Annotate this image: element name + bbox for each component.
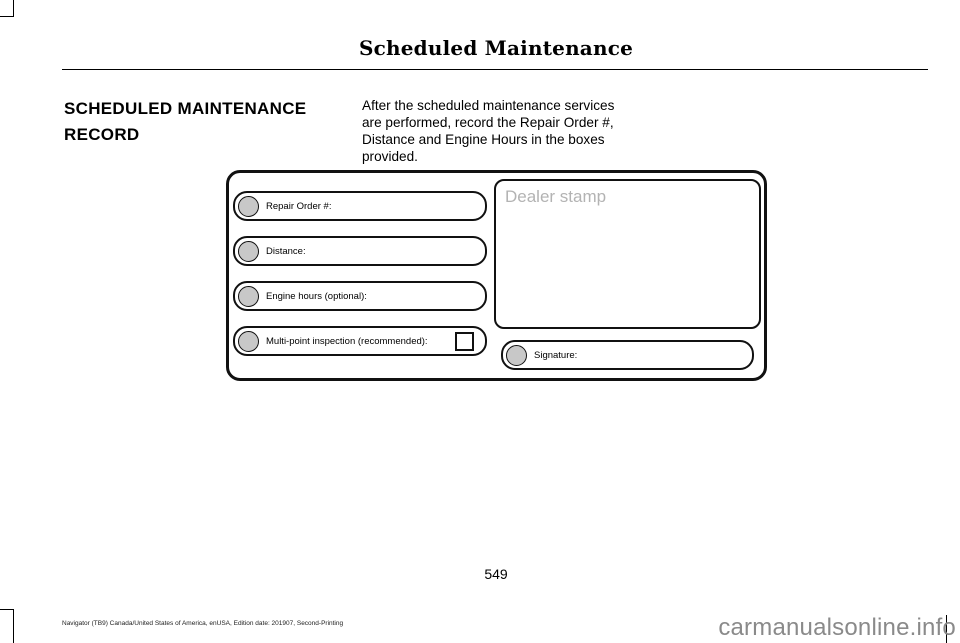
crop-mark-top-left <box>13 0 14 16</box>
distance-label: Distance: <box>266 245 306 257</box>
inspection-checkbox[interactable] <box>455 332 474 351</box>
repair-order-label: Repair Order #: <box>266 200 332 212</box>
inspection-field[interactable] <box>233 326 487 356</box>
header-divider <box>62 69 928 70</box>
engine-hours-label: Engine hours (optional): <box>266 290 367 302</box>
repair-order-field[interactable] <box>233 191 487 221</box>
edition-footer: Navigator (TB9) Canada/United States of America, enUSA, Edition date: 201907, Second-Printing <box>62 620 344 627</box>
engine-hours-field[interactable] <box>233 281 487 311</box>
page-header-title: Scheduled Maintenance <box>358 36 634 60</box>
signature-field[interactable] <box>501 340 754 370</box>
field-circle-icon <box>238 286 259 307</box>
inspection-label: Multi-point inspection (recommended): <box>266 335 428 347</box>
section-heading-line: SCHEDULED MAINTENANCE <box>64 99 307 118</box>
crop-mark-top-left <box>0 16 14 17</box>
crop-mark-bottom-left <box>13 609 14 643</box>
dealer-stamp-box[interactable] <box>494 179 761 329</box>
signature-label: Signature: <box>534 349 578 361</box>
distance-field[interactable] <box>233 236 487 266</box>
field-circle-icon <box>238 331 259 352</box>
watermark: carmanualsonline.info <box>718 614 956 641</box>
intro-paragraph: After the scheduled maintenance services are performed, record the Repair Order #, Distance and Engine Hours in the boxes provided. <box>362 98 615 164</box>
field-circle-icon <box>238 196 259 217</box>
section-heading-line: RECORD <box>64 125 140 144</box>
page-number: 549 <box>484 566 508 582</box>
dealer-stamp-label: Dealer stamp <box>505 187 607 206</box>
section-heading <box>64 96 324 148</box>
field-circle-icon <box>238 241 259 262</box>
crop-mark-bottom-left <box>0 609 14 610</box>
field-circle-icon <box>506 345 527 366</box>
